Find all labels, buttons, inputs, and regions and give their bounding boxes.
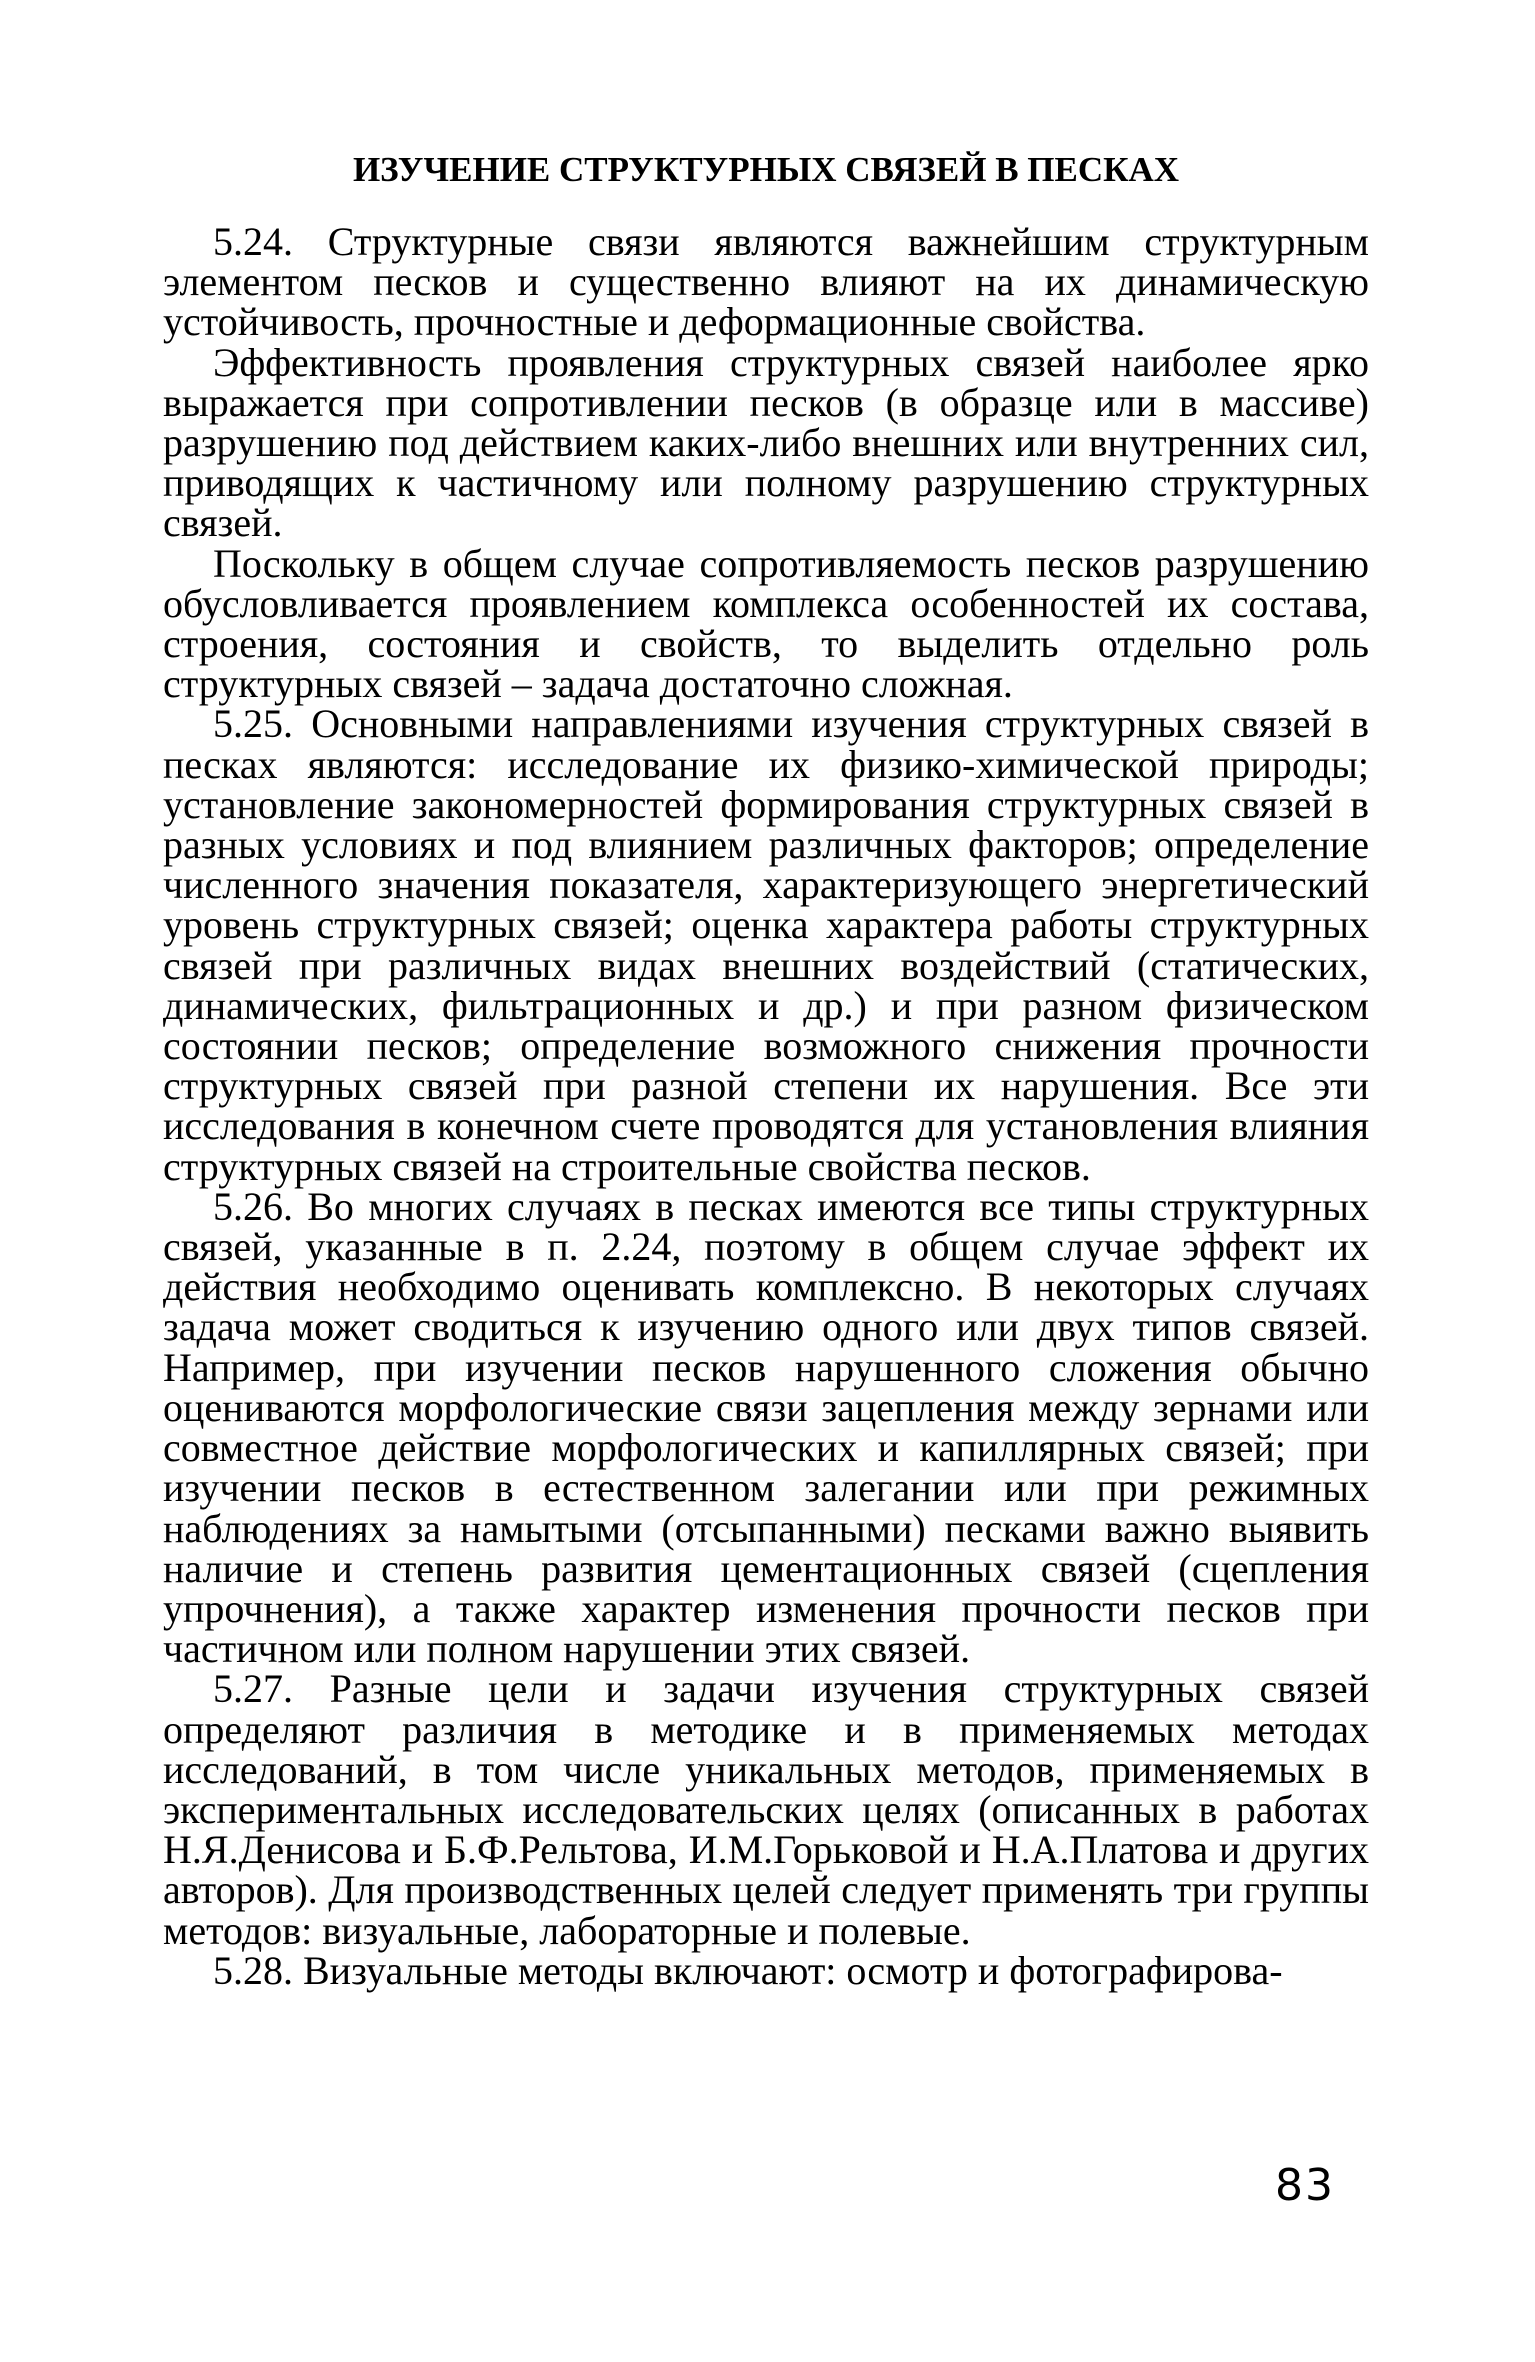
paragraph-resistance: Поскольку в общем случае сопротивляемость песков разрушению обусловливается проявлением комплекса особенностей их состава, строения, состояния и свойств, то выделить отдельно роль структурных связей – задача достаточно сложная. xyxy=(163,540,1369,707)
paragraph-effectiveness: Эффективность проявления структурных связей наиболее ярко выражается при сопротивлении песков (в образце или в массиве) разрушению под действием каких-либо внешних или внутренних сил, приводящих к частичному или полному разрушению структурных связей. xyxy=(163,339,1369,546)
paragraph-5-24: 5.24. Структурные связи являются важнейшим структурным элементом песков и существенно влияют на их динамическую устойчивость, прочностные и деформационные свойства. xyxy=(163,219,1369,345)
paragraph-5-28: 5.28. Визуальные методы включают: осмотр и фотографирова- xyxy=(213,1947,1283,1993)
page-body xyxy=(163,148,1369,1991)
paragraph-5-25: 5.25. Основными направлениями изучения структурных связей в песках являются: исследование их физико-химической природы; установление закономерностей формирования структурных связей в разных условиях и под влиянием различных факторов; определение численного значения показателя, характеризующего энергетический уровень структурных связей; оценка характера работы структурных связей при различных видах внешних воздействий (статических, динамических, фильтрационных и др.) и при разном физическом состоянии песков; определение возможного снижения прочности структурных связей при разной степени их нарушения. Все эти исследования в конечном счете проводятся для установления влияния структурных связей на строительные свойства песков. xyxy=(163,701,1369,1189)
section-heading: ИЗУЧЕНИЕ СТРУКТУРНЫХ СВЯЗЕЙ В ПЕСКАХ xyxy=(352,150,1180,189)
paragraph-5-27: 5.27. Разные цели и задачи изучения структурных связей определяют различия в методике и в применяемых методах исследований, в том числе уникальных методов, применяемых в экспериментальных исследовательских целях (описанных в работах Н.Я.Денисова и Б.Ф.Рельтова, И.М.Горьковой и Н.А.Платова и других авторов). Для производственных целей следует применять три группы методов: визуальные, лабораторные и полевые. xyxy=(163,1666,1369,1953)
page-number: 83 xyxy=(1275,2160,1335,2211)
paragraph-5-26: 5.26. Во многих случаях в песках имеются все типы структурных связей, указанные в п. 2.24, поэтому в общем случае эффект их действия необходимо оценивать комплексно. В некоторых случаях задача может сводиться к изучению одного или двух типов связей. Например, при изучении песков нарушенного сложения обычно оцениваются морфологические связи зацепления между зернами или совместное действие морфологических и капиллярных связей; при изучении песков в естественном залегании или при режимных наблюдениях за намытыми (отсыпанными) песками важно выявить наличие и степень развития цементационных связей (сцепления упрочнения), а также характер изменения прочности песков при частичном или полном нарушении этих связей. xyxy=(163,1183,1369,1672)
